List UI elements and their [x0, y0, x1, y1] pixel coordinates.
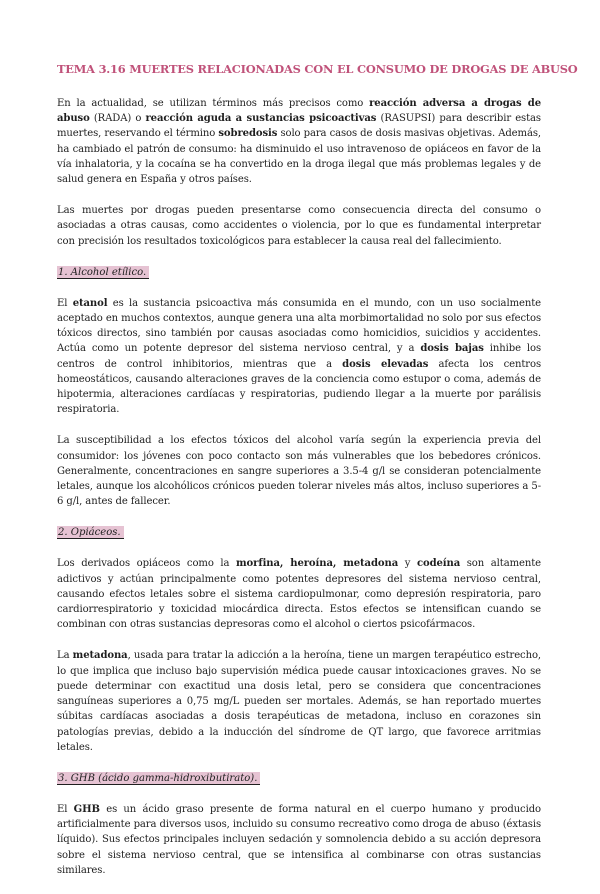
section-heading-label: 2. Opiáceos.	[57, 526, 124, 539]
bold-term: dosis elevadas	[342, 358, 429, 370]
text-run: Los derivados opiáceos como la	[57, 558, 237, 570]
text-run: La	[57, 650, 73, 662]
text-run: (RASUPSI) para describir estas muertes, reservando el término	[57, 113, 541, 140]
text-run: El	[57, 803, 74, 815]
text-run: son altamente adictivos y actúan principalmente como potentes depresores del sistema nervioso central, causando efectos letales sobre el sistema cardiopulmonar, como depresión respiratoria, paro cardiorrespiratorio y toxicidad miocárdica directa. Estos efectos se intensifican cuando se combinan con otras sustancias depresoras como el alcohol o ciertos psicofármacos.	[57, 558, 542, 631]
document-body	[57, 96, 541, 878]
body-paragraph	[57, 296, 541, 418]
bold-term: morfina, heroína, metadona	[236, 558, 399, 570]
bold-term: codeína	[416, 558, 461, 570]
text-run: es un ácido graso presente de forma natural en el cuerpo humano y producido artificialmente para diversos usos, incluido su consumo recreativo como droga de abuso (éxtasis líquido). Sus efectos principales incluyen sedación y somnolencia debido a su acción depresora sobre el sistema nervioso central, que se intensifica al combinarse con otras sustancias similares.	[57, 803, 541, 876]
bold-term: metadona	[72, 650, 128, 662]
section-heading	[57, 265, 541, 280]
section-heading-label: 3. GHB (ácido gamma-hidroxibutirato).	[57, 772, 260, 785]
page-title: TEMA 3.16 MUERTES RELACIONADAS CON EL CONSUMO DE DROGAS DE ABUSO	[57, 62, 578, 76]
text-run: solo para casos de dosis masivas objetivas. Además, ha cambiado el patrón de consumo: ha disminuido el uso intravenoso de opiáceos en favor de la vía inhalatoria, y la cocaína se ha convertido en la droga ilegal que más problemas legales y de salud genera en España y otros países.	[57, 128, 541, 186]
intro-paragraph	[57, 203, 541, 249]
text-run: inhibe los centros de control inhibitorios, mientras que a	[57, 343, 542, 370]
text-run: El	[57, 297, 73, 309]
body-paragraph	[57, 648, 541, 754]
section-heading-label: 1. Alcohol etílico.	[57, 266, 149, 279]
text-run: (RADA) o	[89, 113, 146, 125]
document-page	[57, 62, 578, 894]
section-heading	[57, 771, 541, 786]
body-paragraph	[57, 802, 541, 878]
bold-term: sobredosis	[218, 128, 278, 140]
bold-term: etanol	[72, 297, 108, 309]
bold-term: dosis bajas	[420, 343, 484, 355]
bold-term: reacción adversa a drogas de abuso	[57, 98, 541, 125]
text-run: es la sustancia psicoactiva más consumida en el mundo, con un uso socialmente aceptado en muchos contextos, aunque genera una alta morbimortalidad no solo por sus efectos tóxicos directos, sino también por causas asociadas como homicidios, suicidios y accidentes. Actúa como un potente depresor del sistema nervioso central, y a	[57, 297, 541, 355]
body-paragraph	[57, 433, 541, 509]
text-run: afecta los centros homeostáticos, causando alteraciones graves de la conciencia como estupor o coma, además de hipotermia, alteraciones cardíacas y respiratorias, pudiendo llegar a la muerte por parálisis respiratoria.	[57, 358, 541, 416]
body-paragraph	[57, 556, 541, 632]
text-run: En la actualidad, se utilizan términos más precisos como	[57, 98, 370, 109]
intro-paragraph	[57, 96, 541, 187]
text-run: , usada para tratar la adicción a la heroína, tiene un margen terapéutico estrecho, lo que implica que incluso bajo supervisión médica puede causar intoxicaciones graves. No se puede determinar con exactitud una dosis letal, pero se considera que concentraciones sanguíneas superiores a 0,75 mg/L pueden ser mortales. Además, se han reportado muertes súbitas cardíacas asociadas a dosis terapéuticas de metadona, incluso en corazones sin patologías previas, debido a la inducción del síndrome de QT largo, que favorece arritmias letales.	[57, 650, 541, 753]
text-run: Las muertes por drogas pueden presentarse como consecuencia directa del consumo o asociadas a otras causas, como accidentes o violencia, por lo que es fundamental interpretar con precisión los resultados toxicológicos para establecer la causa real del fallecimiento.	[57, 205, 541, 247]
section-heading	[57, 525, 541, 540]
bold-term: GHB	[73, 803, 100, 815]
text-run: La susceptibilidad a los efectos tóxicos del alcohol varía según la experiencia previa del consumidor: los jóvenes con poco contacto son más vulnerables que los bebedores crónicos. Generalmente, concentraciones en sangre superiores a 3.5-4 g/l se consideran potencialmente letales, aunque los alcohólicos crónicos pueden tolerar niveles más altos, incluso superiores a 5-6 g/l, antes de fallecer.	[57, 435, 541, 508]
bold-term: reacción aguda a sustancias psicoactivas	[145, 113, 377, 125]
text-run: y	[398, 558, 417, 570]
